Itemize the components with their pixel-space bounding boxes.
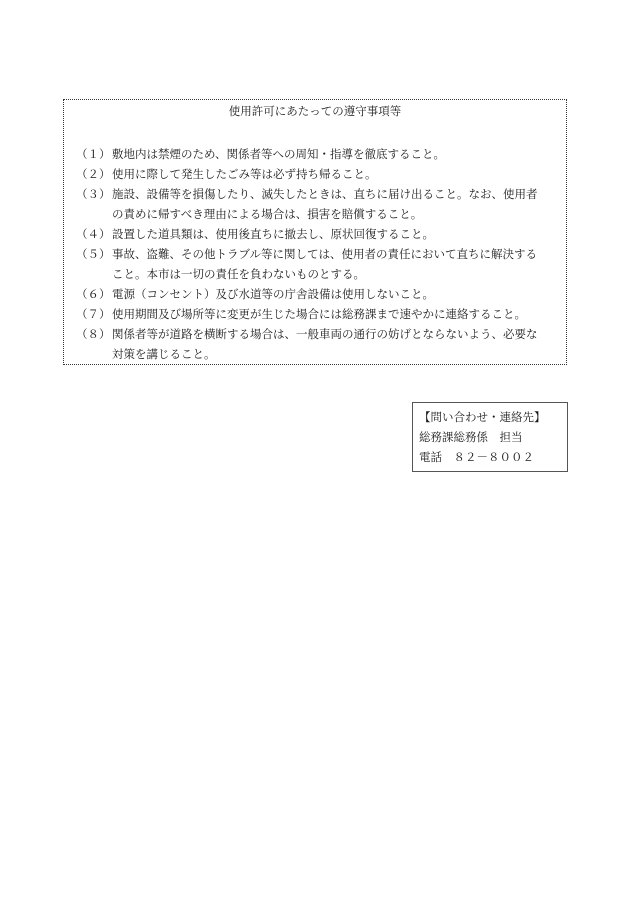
rules-box	[63, 99, 567, 365]
rule-item-7	[76, 304, 564, 324]
contact-department: 総務課総務係 担当	[419, 430, 523, 444]
contact-heading: 【問い合わせ・連絡先】	[419, 410, 546, 424]
rule-text: 関係者等が道路を横断する場合は、一般車両の通行の妨げとならないよう、必要な 対策を講じること。	[112, 327, 538, 361]
rule-item-6	[76, 284, 564, 304]
rule-text: 事故、盗難、その他トラブル等に関しては、使用者の責任において直ちに解決する こと。本市は一切の責任を負わないものとする。	[112, 247, 538, 281]
rule-text: 敷地内は禁煙のため、関係者等への周知・指導を徹底すること。	[112, 147, 446, 161]
rules-list	[76, 144, 564, 364]
rule-number: （４）	[76, 227, 111, 241]
rule-item-1	[76, 144, 564, 164]
rule-text: 電源（コンセント）及び水道等の庁舎設備は使用しないこと。	[112, 287, 434, 301]
rules-title: 使用許可にあたっての遵守事項等	[228, 104, 402, 118]
rule-number: （６）	[76, 287, 111, 301]
rule-number: （１）	[76, 147, 111, 161]
contact-box	[412, 402, 568, 472]
rule-number: （８）	[76, 327, 111, 341]
rule-number: （２）	[76, 167, 111, 181]
contact-phone: 電話 ８２－８００２	[419, 450, 534, 464]
rule-item-5	[76, 244, 564, 284]
rule-number: （７）	[76, 307, 111, 321]
rule-text: 使用期間及び場所等に変更が生じた場合には総務課まで速やかに連絡すること。	[112, 307, 526, 321]
rule-text: 設置した道具類は、使用後直ちに撤去し、原状回復すること。	[112, 227, 434, 241]
rule-item-3	[76, 184, 564, 224]
rule-number: （３）	[76, 187, 111, 201]
rule-number: （５）	[76, 247, 111, 261]
rule-item-8	[76, 324, 564, 364]
rule-item-2	[76, 164, 564, 184]
rule-item-4	[76, 224, 564, 244]
rule-text: 使用に際して発生したごみ等は必ず持ち帰ること。	[112, 167, 377, 181]
rule-text: 施設、設備等を損傷したり、滅失したときは、直ちに届け出ること。なお、使用者 の責めに帰すべき理由による場合は、損害を賠償すること。	[112, 187, 538, 221]
